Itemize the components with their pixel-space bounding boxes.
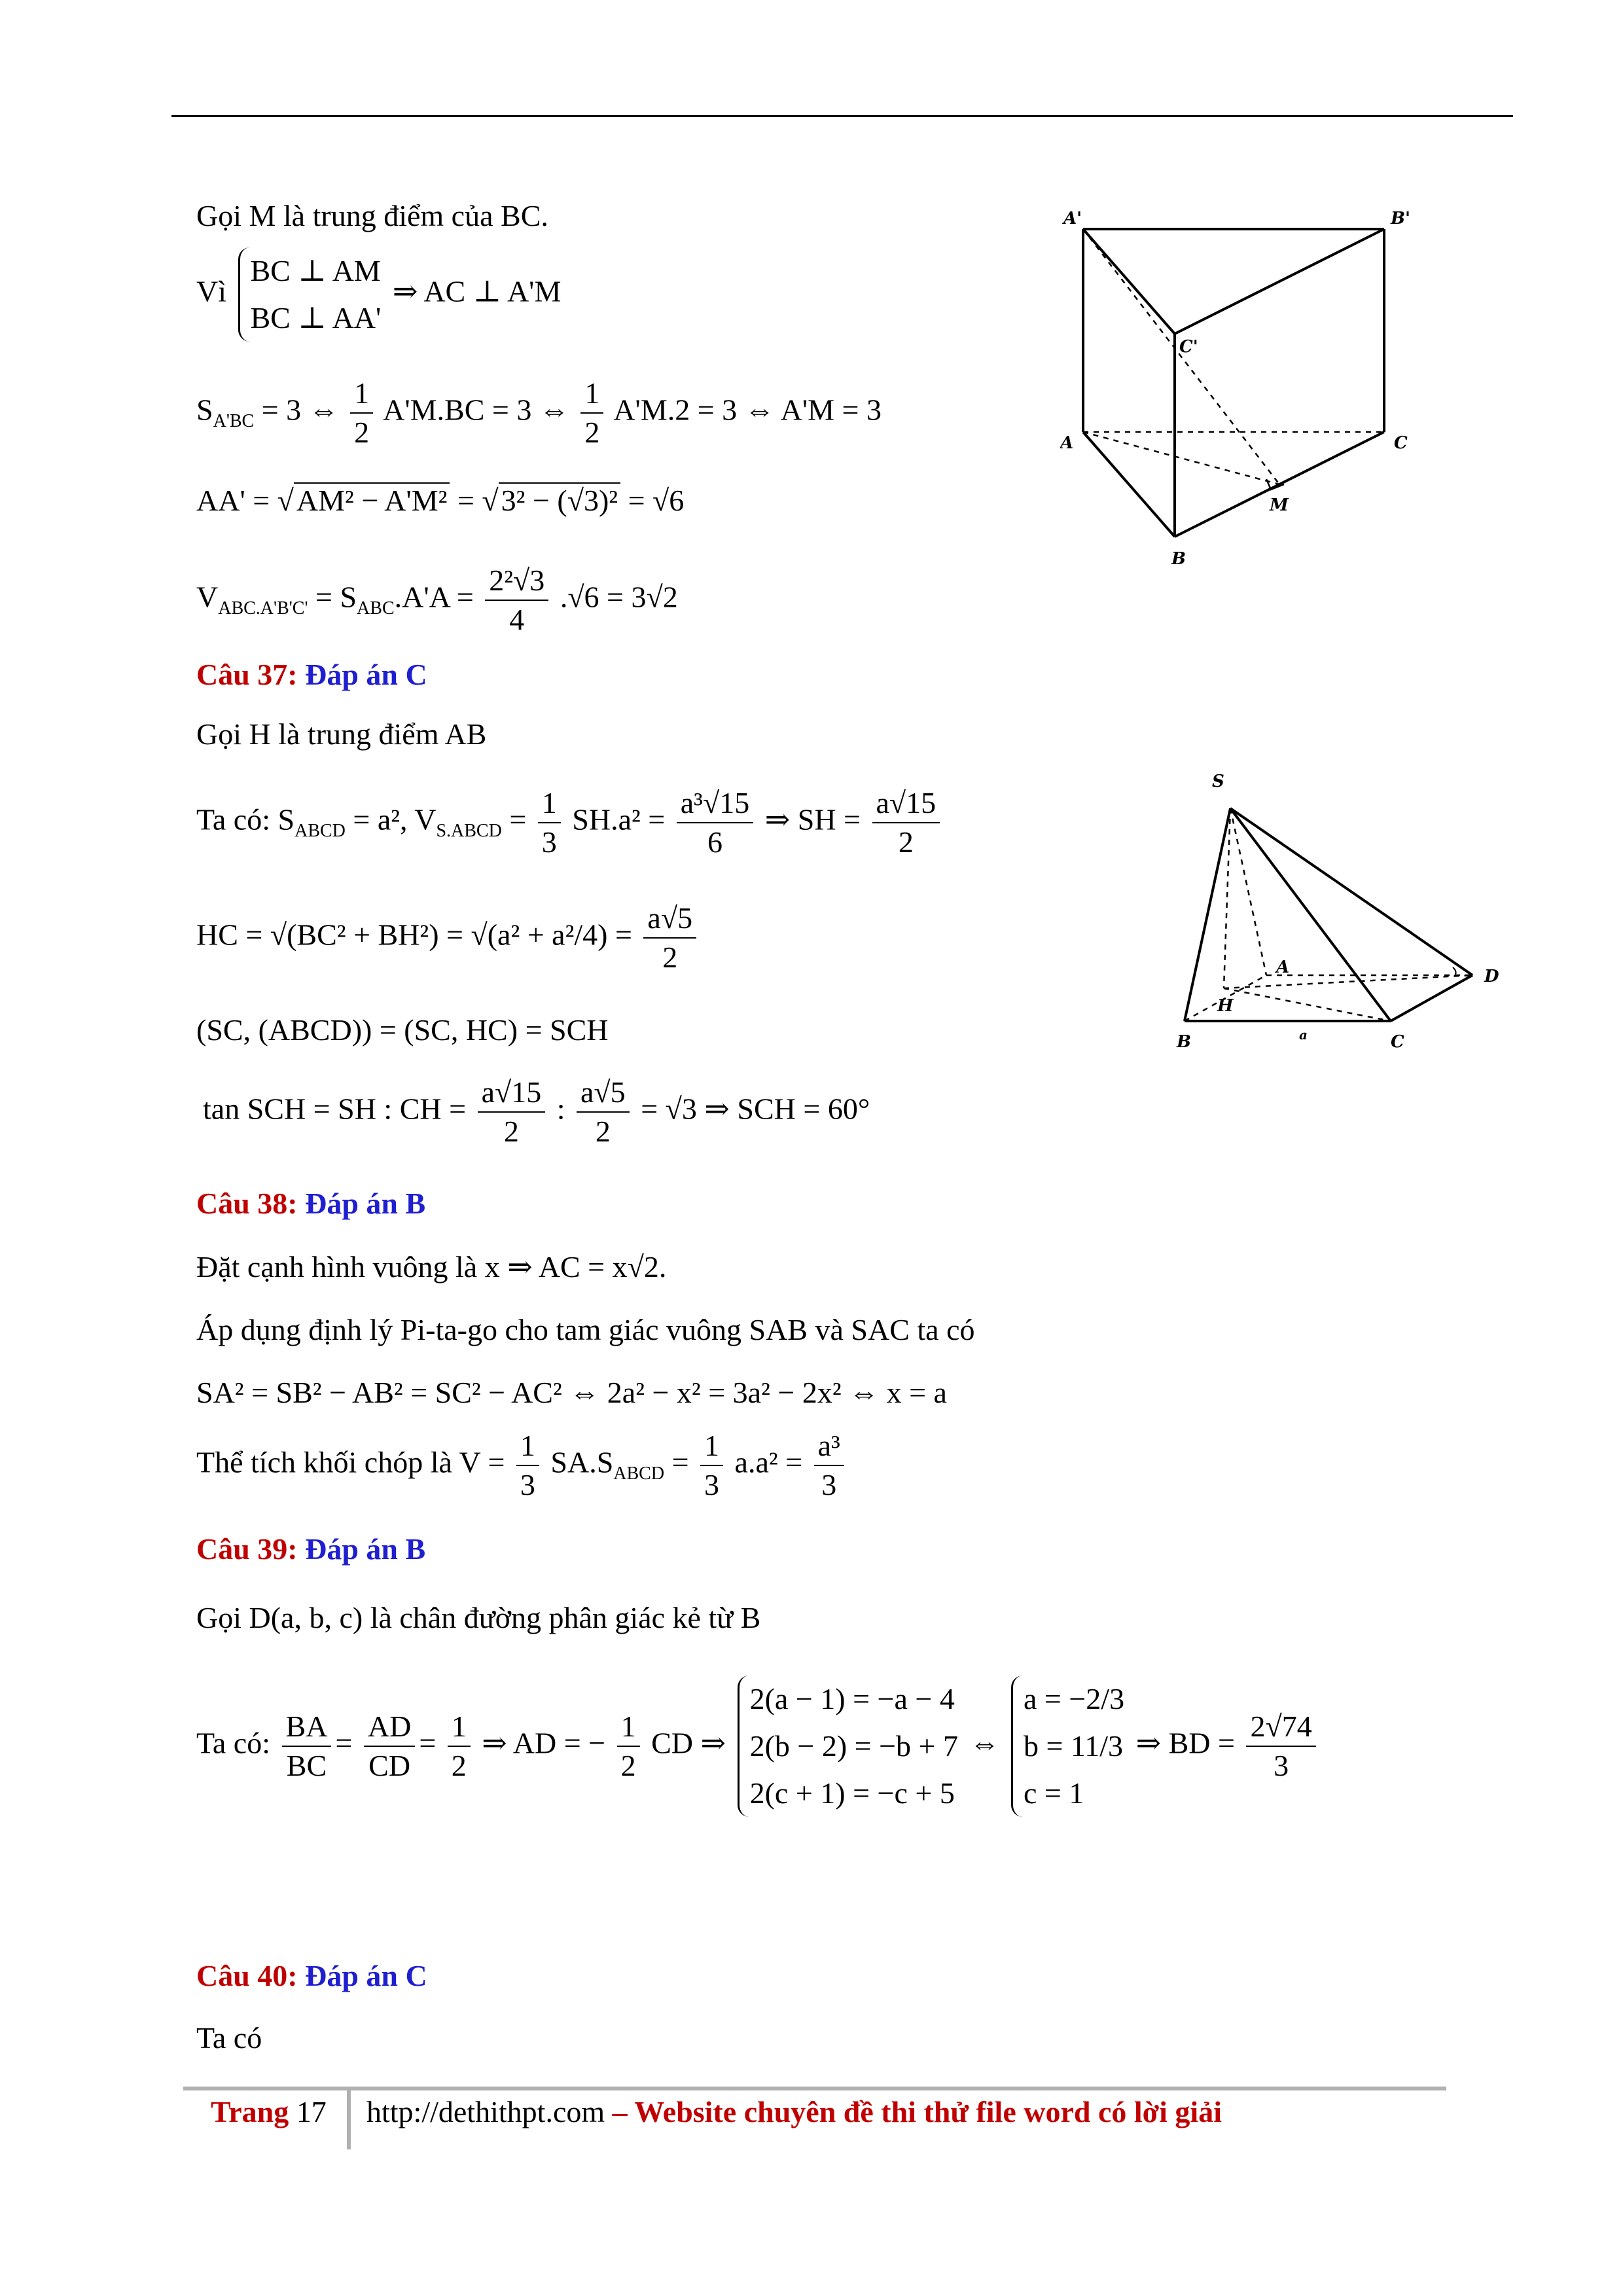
q36-v-sub: ABC.A'B'C' bbox=[218, 598, 308, 619]
q39-vec2: CD ⇒ bbox=[651, 1726, 726, 1760]
q39-bd: ⇒ BD = bbox=[1135, 1726, 1235, 1760]
q38-frac3 bbox=[814, 1427, 844, 1504]
footer-page bbox=[211, 2094, 327, 2129]
label-B: B bbox=[1171, 549, 1186, 569]
q39-f2 bbox=[364, 1708, 415, 1785]
q36-s-a: = 3 ⇔ bbox=[261, 393, 339, 427]
q39-s1: 2(a − 1) = −a − 4 bbox=[749, 1682, 955, 1715]
q36-area bbox=[196, 374, 882, 452]
q36-frac2-num: 1 bbox=[580, 374, 603, 414]
footer-tagline: – Website chuyên đề thi thử file word có lời giải bbox=[612, 2095, 1222, 2128]
label-C1: C' bbox=[1179, 337, 1198, 357]
q39-label: Câu 39: bbox=[196, 1532, 298, 1566]
q36-v-b: .A'A = bbox=[394, 580, 474, 614]
q37-d3: 2 bbox=[898, 825, 914, 859]
q38-label: Câu 38: bbox=[196, 1187, 298, 1220]
q38-d1: 3 bbox=[520, 1468, 535, 1501]
q37-hc bbox=[196, 899, 700, 977]
footer-url[interactable]: http://dethithpt.com bbox=[366, 2095, 605, 2128]
q39-r1: a = −2/3 bbox=[1023, 1682, 1125, 1715]
q36-s-lhs: S bbox=[196, 393, 213, 427]
q36-frac1 bbox=[350, 374, 373, 452]
q37-tan-d2: 2 bbox=[595, 1115, 611, 1148]
footer-site bbox=[366, 2094, 1222, 2129]
q36-s-b: A'M.BC = 3 ⇔ bbox=[383, 393, 569, 427]
q39-heading bbox=[196, 1532, 425, 1566]
q38-line2: Áp dụng định lý Pi-ta-go cho tam giác vuông SAB và SAC ta có bbox=[196, 1313, 975, 1346]
q38-l4b: SA.S bbox=[550, 1445, 614, 1479]
q37-l1c: = bbox=[509, 802, 527, 836]
q38-answer: Đáp án B bbox=[305, 1187, 426, 1220]
q38-heading bbox=[196, 1186, 425, 1221]
footer-rule bbox=[183, 2087, 1446, 2090]
q37-l1e: ⇒ SH = bbox=[764, 802, 861, 836]
q36-aa-rad2: 3² − (√3)² bbox=[499, 482, 620, 517]
q37-tan-d1: 2 bbox=[503, 1115, 519, 1148]
q39-f1 bbox=[282, 1708, 332, 1785]
q36-v-lhs: V bbox=[196, 580, 219, 614]
label-a: a bbox=[1299, 1027, 1308, 1043]
q38-d3: 3 bbox=[821, 1468, 837, 1501]
q39-bdd: 3 bbox=[1274, 1749, 1289, 1782]
q39-bdfrac bbox=[1246, 1708, 1315, 1785]
q36-vi: Vì bbox=[196, 274, 226, 308]
q37-frac2 bbox=[677, 784, 753, 861]
q37-d2: 6 bbox=[707, 825, 722, 859]
q39-f2n: AD bbox=[364, 1708, 415, 1747]
label-C: C bbox=[1394, 433, 1408, 453]
q37-hc-text: HC = √(BC² + BH²) = √(a² + a²/4) = bbox=[196, 918, 632, 952]
q39-f3 bbox=[448, 1708, 471, 1785]
q37-d1: 3 bbox=[541, 825, 557, 859]
q37-hc-num: a√5 bbox=[643, 899, 696, 939]
angle-mark bbox=[1453, 967, 1456, 977]
q36-sys-brace bbox=[238, 247, 382, 342]
q37-tan-b: = √3 ⇒ SCH = 60° bbox=[641, 1092, 870, 1126]
q38-l4d: a.a² = bbox=[734, 1445, 803, 1479]
q38-frac1 bbox=[516, 1427, 539, 1504]
q36-s-sub: A'BC bbox=[213, 410, 255, 431]
q36-v-num: 2²√3 bbox=[485, 562, 548, 601]
q39-f3d: 2 bbox=[451, 1749, 467, 1782]
q37-hc-den: 2 bbox=[662, 941, 678, 974]
q36-aa-res: = √6 bbox=[628, 484, 685, 517]
q36-aa bbox=[196, 483, 684, 518]
q39-main: Ta có: $\frac{BA}{BC}$ = $\frac{AD}{CD}$ = $\frac{1}{2}$ ⇒ AD = − $\frac{1}{2}$ CD ⇒ 2(a − 1) = −a − 4 2(b − 2) = −b + 7 2(c + 1) = −c + 5 ⇔ a = −2/3 b = 11/3 c = 1 ⇒ BD = $\frac{2√74}{3}$ bbox=[196, 1676, 1320, 1817]
q36-v-frac bbox=[485, 562, 548, 639]
q36-aa-mid: = √ bbox=[457, 484, 499, 517]
q39-r3: c = 1 bbox=[1023, 1776, 1084, 1810]
q36-system bbox=[196, 247, 561, 342]
q36-intro: Gọi M là trung điểm của BC. bbox=[196, 199, 548, 232]
q40-heading bbox=[196, 1958, 427, 1993]
q39-sys1 bbox=[738, 1676, 958, 1817]
label-B2: B bbox=[1177, 1032, 1191, 1052]
q36-sys-line2: BC ⊥ AA' bbox=[250, 301, 382, 334]
q36-imp: ⇒ AC ⊥ A'M bbox=[392, 274, 562, 308]
label-M: M bbox=[1270, 495, 1289, 515]
q39-sys2 bbox=[1011, 1676, 1124, 1817]
q40-label: Câu 40: bbox=[196, 1959, 298, 1992]
q38-n2: 1 bbox=[700, 1427, 723, 1466]
q39-f2d: CD bbox=[368, 1749, 411, 1782]
label-B1: B' bbox=[1391, 209, 1410, 228]
q38-l4c: = bbox=[671, 1445, 689, 1479]
prism-figure bbox=[1060, 196, 1427, 583]
q37-label: Câu 37: bbox=[196, 658, 298, 691]
q39-f4 bbox=[617, 1708, 640, 1785]
q37-tan-sep: : bbox=[556, 1092, 565, 1126]
q37-tan-n2: a√5 bbox=[577, 1073, 630, 1113]
q38-line3: SA² = SB² − AB² = SC² − AC² ⇔ 2a² − x² = 3a² − 2x² ⇔ x = a bbox=[196, 1376, 947, 1409]
label-A: A bbox=[1060, 433, 1074, 453]
q36-aa-rad: AM² − A'M² bbox=[294, 482, 450, 517]
q39-line1: Gọi D(a, b, c) là chân đường phân giác kẻ từ B bbox=[196, 1601, 761, 1634]
q39-answer: Đáp án B bbox=[305, 1532, 426, 1566]
q40-line1: Ta có bbox=[196, 2021, 262, 2054]
q36-frac2 bbox=[580, 374, 603, 452]
q37-n3: a√15 bbox=[872, 784, 940, 823]
q37-l1d: SH.a² = bbox=[572, 802, 666, 836]
q37-frac1 bbox=[538, 784, 561, 861]
label-D: D bbox=[1484, 967, 1499, 986]
q36-s-c: A'M.2 = 3 ⇔ A'M = 3 bbox=[613, 393, 882, 427]
q38-d2: 3 bbox=[704, 1468, 720, 1501]
q37-l1sub: ABCD bbox=[294, 820, 346, 841]
q37-angle: (SC, (ABCD)) = (SC, HC) = SCH bbox=[196, 1013, 609, 1047]
q38-l4a: Thể tích khối chóp là V = bbox=[196, 1445, 505, 1479]
q39-iff: ⇔ bbox=[969, 1726, 1000, 1760]
q36-v-den: 4 bbox=[509, 603, 525, 636]
label-A2: A bbox=[1276, 958, 1290, 977]
q37-tan-a: tan SCH = SH : CH = bbox=[203, 1092, 467, 1126]
q37-heading bbox=[196, 657, 427, 692]
q39-r2: b = 11/3 bbox=[1023, 1729, 1123, 1763]
q37-l1b: = a², V bbox=[353, 802, 437, 836]
q40-answer: Đáp án C bbox=[305, 1959, 427, 1992]
q38-frac2 bbox=[700, 1427, 723, 1504]
label-S: S bbox=[1212, 772, 1224, 791]
q37-l1sub2: S.ABCD bbox=[436, 820, 502, 841]
q37-n2: a³√15 bbox=[677, 784, 753, 823]
q36-v-a: = S bbox=[315, 580, 357, 614]
q37-l1a: S bbox=[277, 802, 295, 836]
q36-frac1-den: 2 bbox=[354, 416, 370, 449]
q38-l4sub: ABCD bbox=[613, 1463, 665, 1484]
footer-page-num: 17 bbox=[296, 2095, 327, 2128]
q39-f3n: 1 bbox=[448, 1708, 471, 1747]
q37-line1 bbox=[196, 784, 944, 861]
q37-hc-frac bbox=[643, 899, 696, 977]
q36-frac2-den: 2 bbox=[584, 416, 600, 449]
q36-volume bbox=[196, 562, 678, 639]
q39-f4d: 2 bbox=[620, 1749, 636, 1782]
q37-tan-n1: a√15 bbox=[478, 1073, 546, 1113]
q37-frac3 bbox=[872, 784, 940, 861]
q36-aa-lhs: AA' = √ bbox=[196, 484, 294, 517]
q37-intro: Gọi H là trung điểm AB bbox=[196, 717, 487, 751]
q37-answer: Đáp án C bbox=[305, 658, 427, 691]
label-C2: C bbox=[1391, 1032, 1404, 1052]
q39-s3: 2(c + 1) = −c + 5 bbox=[749, 1776, 955, 1810]
q37-tc: Ta có: bbox=[196, 802, 271, 836]
q36-frac1-num: 1 bbox=[350, 374, 373, 414]
q37-tan-frac2 bbox=[577, 1073, 630, 1151]
q39-tc: Ta có: bbox=[196, 1726, 271, 1760]
q39-f1d: BC bbox=[286, 1749, 327, 1782]
q36-sys-line1: BC ⊥ AM bbox=[250, 254, 381, 287]
header-rule bbox=[171, 115, 1513, 117]
footer-page-label: Trang bbox=[211, 2095, 289, 2128]
q38-line1: Đặt cạnh hình vuông là x ⇒ AC = x√2. bbox=[196, 1250, 667, 1283]
q38-line4 bbox=[196, 1427, 848, 1504]
q38-n3: a³ bbox=[814, 1427, 844, 1466]
q39-bdn: 2√74 bbox=[1246, 1708, 1315, 1747]
q39-s2: 2(b − 2) = −b + 7 bbox=[749, 1729, 958, 1763]
pyramid-figure bbox=[1171, 759, 1512, 1073]
q38-n1: 1 bbox=[516, 1427, 539, 1466]
label-H: H bbox=[1217, 996, 1234, 1016]
q37-tan-frac1 bbox=[478, 1073, 546, 1151]
label-A1: A' bbox=[1063, 209, 1082, 228]
q36-v-c: .√6 = 3√2 bbox=[560, 580, 678, 614]
q39-f1n: BA bbox=[282, 1708, 332, 1747]
footer-divider bbox=[347, 2090, 351, 2149]
q39-f4n: 1 bbox=[617, 1708, 640, 1747]
q37-tan bbox=[203, 1073, 870, 1151]
q36-v-sub2: ABC bbox=[357, 598, 395, 619]
q39-vec: ⇒ AD = − bbox=[482, 1726, 606, 1760]
q37-n1: 1 bbox=[538, 784, 561, 823]
